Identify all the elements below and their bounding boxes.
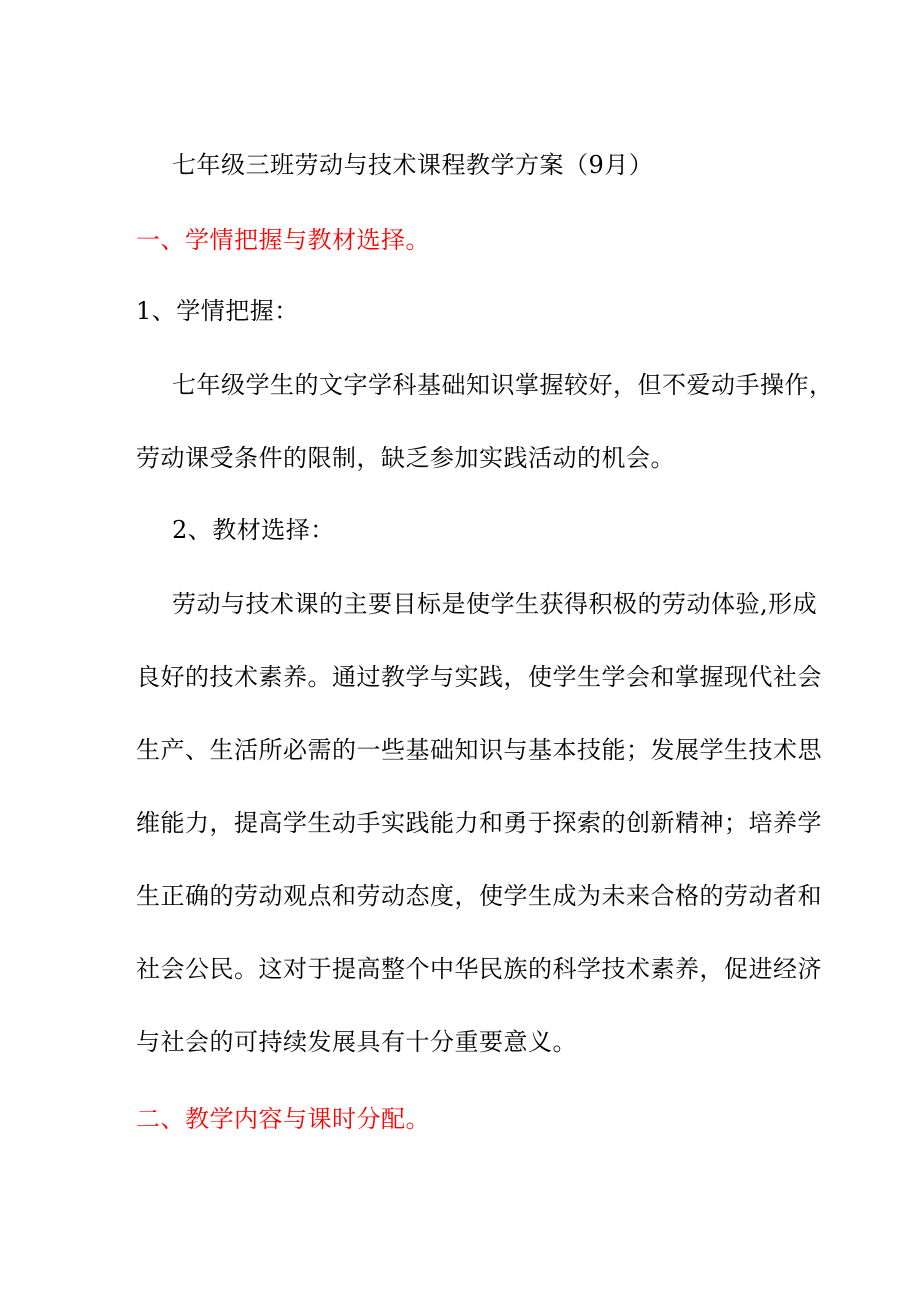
- section-heading-1: 一、学情把握与教材选择。: [136, 226, 430, 254]
- paragraph-line: 社会公民。这对于提高整个中华民族的科学技术素养，促进经济: [136, 955, 822, 983]
- paragraph-line: 维能力，提高学生动手实践能力和勇于探索的创新精神；培养学: [136, 809, 822, 837]
- section-heading-2: 二、教学内容与课时分配。: [136, 1105, 430, 1133]
- paragraph-line: 良好的技术素养。通过教学与实践，使学生学会和掌握现代社会: [136, 663, 822, 691]
- subsection-heading-1: 1、学情把握：: [136, 297, 299, 325]
- paragraph-line: 与社会的可持续发展具有十分重要意义。: [136, 1028, 577, 1056]
- paragraph-line: 生正确的劳动观点和劳动态度，使学生成为未来合格的劳动者和: [136, 882, 822, 910]
- paragraph-line: 生产、生活所必需的一些基础知识与基本技能；发展学生技术思: [136, 736, 822, 764]
- paragraph-line: 劳动与技术课的主要目标是使学生获得积极的劳动体验,形成: [172, 590, 818, 618]
- paragraph-line: 劳动课受条件的限制，缺乏参加实践活动的机会。: [136, 444, 675, 472]
- document-title: 七年级三班劳动与技术课程教学方案（9月）: [172, 151, 654, 179]
- subsection-heading-2: 2、教材选择：: [172, 516, 335, 544]
- paragraph-line: 七年级学生的文字学科基础知识掌握较好，但不爱动手操作，: [172, 371, 834, 399]
